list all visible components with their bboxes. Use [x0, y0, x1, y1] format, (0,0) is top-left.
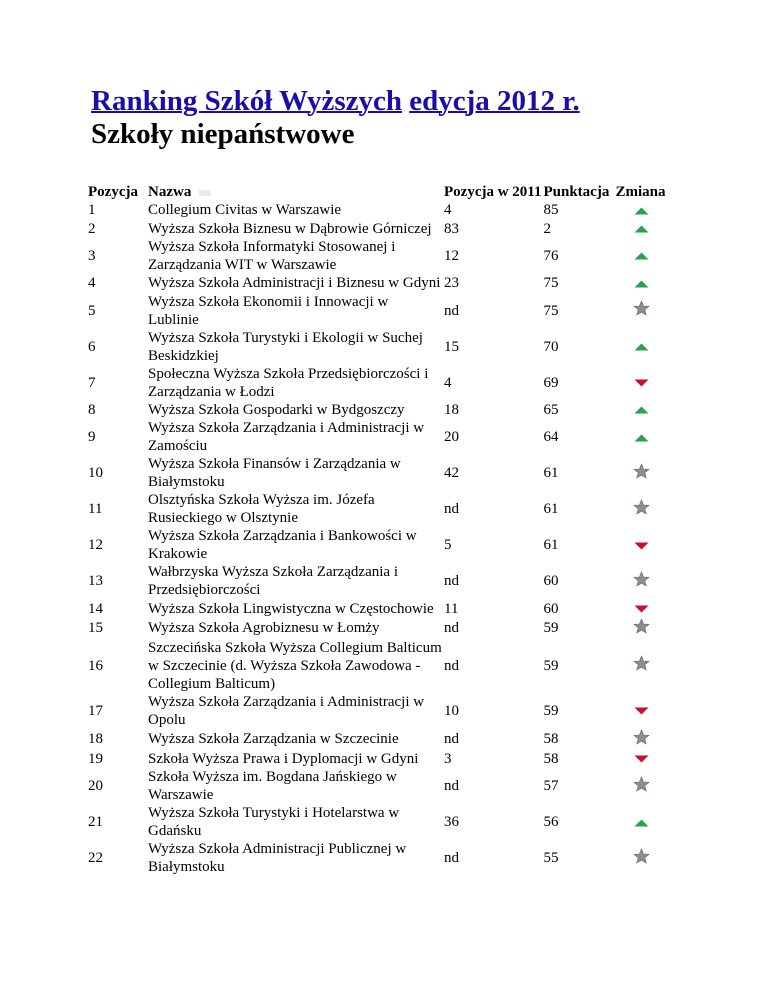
cell-previous-position: 4	[444, 202, 452, 219]
cell-position: 4	[88, 275, 96, 292]
column-header-position: Pozycja	[88, 184, 138, 200]
table-row	[87, 804, 668, 840]
arrow-up-icon	[634, 220, 649, 238]
cell-points: 58	[543, 731, 559, 748]
table-row	[87, 768, 668, 804]
star-icon	[633, 300, 650, 321]
table-row	[87, 840, 668, 876]
cell-change	[614, 527, 668, 563]
cell-previous-position: 3	[444, 751, 452, 768]
cell-position: 2	[88, 220, 96, 237]
cell-name: Collegium Civitas w Warszawie	[148, 202, 342, 219]
cell-name: Wałbrzyska Wyższa Szkoła Zarządzania i Przedsiębiorczości	[148, 564, 398, 599]
cell-change	[614, 455, 668, 491]
star-icon	[633, 499, 650, 520]
star-icon	[633, 655, 650, 676]
cell-name: Wyższa Szkoła Biznesu w Dąbrowie Górniczej	[148, 220, 432, 237]
image-placeholder-icon	[199, 190, 211, 196]
arrow-down-icon	[634, 374, 649, 392]
table-row	[87, 419, 668, 455]
cell-change	[614, 329, 668, 365]
cell-points: 2	[543, 220, 551, 237]
cell-previous-position: 83	[444, 220, 459, 237]
cell-change	[614, 220, 668, 239]
star-icon	[633, 729, 650, 750]
table-row	[87, 750, 668, 769]
cell-position: 11	[88, 501, 103, 518]
cell-position: 12	[88, 537, 103, 554]
column-header-name	[147, 183, 443, 201]
table-row	[87, 220, 668, 239]
column-header-name-label: Nazwa	[148, 184, 192, 200]
table-row	[87, 639, 668, 693]
table-row	[87, 599, 668, 618]
cell-change	[614, 274, 668, 293]
cell-points: 58	[543, 751, 559, 768]
cell-points: 61	[543, 537, 559, 554]
column-header-change: Zmiana	[615, 184, 666, 200]
cell-position: 7	[88, 374, 96, 391]
cell-previous-position: 5	[444, 537, 452, 554]
cell-position: 22	[88, 850, 103, 867]
arrow-up-icon	[634, 429, 649, 447]
cell-position: 5	[88, 302, 96, 319]
table-row	[87, 618, 668, 639]
cell-previous-position: 36	[444, 814, 459, 831]
cell-position: 15	[88, 620, 103, 637]
cell-previous-position: nd	[444, 778, 459, 795]
cell-name: Wyższa Szkoła Finansów i Zarządzania w Białymstoku	[148, 456, 401, 491]
cell-points: 70	[543, 338, 559, 355]
ranking-table	[87, 183, 668, 876]
cell-points: 69	[543, 374, 559, 391]
cell-name: Olsztyńska Szkoła Wyższa im. Józefa Rusieckiego w Olsztynie	[148, 492, 375, 527]
cell-points: 75	[543, 275, 559, 292]
cell-points: 55	[543, 850, 559, 867]
table-row	[87, 329, 668, 365]
cell-position: 18	[88, 731, 103, 748]
cell-name: Wyższa Szkoła Zarządzania i Administracji w Zamościu	[148, 420, 425, 455]
arrow-up-icon	[634, 338, 649, 356]
arrow-down-icon	[634, 537, 649, 555]
cell-previous-position: 15	[444, 338, 459, 355]
cell-position: 16	[88, 657, 103, 674]
cell-position: 9	[88, 429, 96, 446]
cell-change	[614, 804, 668, 840]
table-header-row	[87, 183, 668, 201]
arrow-down-icon	[634, 750, 649, 768]
cell-name: Wyższa Szkoła Gospodarki w Bydgoszczy	[148, 401, 405, 418]
table-row	[87, 201, 668, 220]
arrow-up-icon	[634, 247, 649, 265]
cell-change	[614, 729, 668, 750]
cell-previous-position: 20	[444, 429, 459, 446]
cell-position: 8	[88, 401, 96, 418]
cell-position: 20	[88, 778, 103, 795]
cell-previous-position: nd	[444, 620, 459, 637]
cell-name: Wyższa Szkoła Ekonomii i Innowacji w Lublinie	[148, 293, 389, 328]
ranking-link[interactable]: Ranking Szkół Wyższych	[91, 85, 402, 117]
arrow-down-icon	[634, 600, 649, 618]
cell-change	[614, 563, 668, 599]
cell-previous-position: 12	[444, 248, 459, 265]
table-row	[87, 401, 668, 420]
cell-previous-position: 23	[444, 275, 459, 292]
table-row	[87, 274, 668, 293]
cell-name: Wyższa Szkoła Turystyki i Hotelarstwa w Gdańsku	[148, 805, 400, 840]
cell-previous-position: nd	[444, 501, 459, 518]
cell-change	[614, 768, 668, 804]
cell-change	[614, 840, 668, 876]
page-title	[91, 85, 580, 117]
column-header-previous: Pozycja w 2011	[444, 184, 542, 200]
cell-previous-position: 42	[444, 465, 459, 482]
cell-name: Wyższa Szkoła Turystyki i Ekologii w Suchej Beskidzkiej	[148, 329, 423, 364]
cell-change	[614, 599, 668, 618]
cell-position: 10	[88, 465, 103, 482]
cell-change	[614, 419, 668, 455]
table-row	[87, 563, 668, 599]
cell-position: 13	[88, 573, 103, 590]
cell-change	[614, 238, 668, 274]
cell-points: 57	[543, 778, 559, 795]
table-row	[87, 455, 668, 491]
cell-name: Wyższa Szkoła Zarządzania i Bankowości w Krakowie	[148, 528, 417, 563]
cell-name: Szkoła Wyższa im. Bogdana Jańskiego w Warszawie	[148, 769, 397, 804]
cell-points: 65	[543, 401, 559, 418]
cell-change	[614, 693, 668, 729]
cell-position: 1	[88, 202, 96, 219]
cell-previous-position: 10	[444, 702, 459, 719]
cell-previous-position: nd	[444, 302, 459, 319]
cell-previous-position: nd	[444, 731, 459, 748]
star-icon	[633, 776, 650, 797]
arrow-up-icon	[634, 202, 649, 220]
cell-previous-position: 11	[444, 600, 459, 617]
cell-points: 56	[543, 814, 559, 831]
arrow-up-icon	[634, 814, 649, 832]
cell-points: 59	[543, 657, 559, 674]
cell-points: 61	[543, 465, 559, 482]
cell-position: 14	[88, 600, 103, 617]
star-icon	[633, 571, 650, 592]
table-row	[87, 293, 668, 329]
arrow-down-icon	[634, 702, 649, 720]
star-icon	[633, 463, 650, 484]
cell-change	[614, 639, 668, 693]
cell-position: 17	[88, 702, 103, 719]
table-row	[87, 527, 668, 563]
star-icon	[633, 848, 650, 869]
cell-name: Wyższa Szkoła Administracji i Biznesu w Gdyni	[148, 275, 441, 292]
cell-points: 75	[543, 302, 559, 319]
cell-previous-position: 4	[444, 374, 452, 391]
cell-position: 19	[88, 751, 103, 768]
cell-change	[614, 293, 668, 329]
table-row	[87, 491, 668, 527]
cell-name: Wyższa Szkoła Administracji Publicznej w Białymstoku	[148, 841, 407, 876]
cell-position: 3	[88, 248, 96, 265]
cell-name: Wyższa Szkoła Zarządzania w Szczecinie	[148, 731, 399, 748]
column-header-points: Punktacja	[543, 184, 610, 200]
page-subtitle: Szkoły niepaństwowe	[91, 118, 355, 150]
cell-previous-position: nd	[444, 657, 459, 674]
cell-points: 60	[543, 600, 559, 617]
cell-points: 85	[543, 202, 559, 219]
cell-points: 59	[543, 620, 559, 637]
cell-name: Wyższa Szkoła Zarządzania i Administracji w Opolu	[148, 693, 425, 728]
table-row	[87, 729, 668, 750]
edition-link[interactable]: edycja 2012 r.	[409, 85, 580, 117]
cell-position: 6	[88, 338, 96, 355]
cell-points: 60	[543, 573, 559, 590]
cell-name: Wyższa Szkoła Agrobiznesu w Łomży	[148, 620, 380, 637]
cell-change	[614, 401, 668, 420]
cell-name: Szczecińska Szkoła Wyższa Collegium Balticum w Szczecinie (d. Wyższa Szkoła Zawodowa - Collegium Balticum)	[148, 639, 442, 692]
cell-change	[614, 618, 668, 639]
cell-points: 59	[543, 702, 559, 719]
star-icon	[633, 618, 650, 639]
cell-change	[614, 365, 668, 401]
cell-name: Społeczna Wyższa Szkoła Przedsiębiorczości i Zarządzania w Łodzi	[148, 365, 429, 400]
cell-previous-position: nd	[444, 850, 459, 867]
cell-points: 76	[543, 248, 559, 265]
cell-name: Szkoła Wyższa Prawa i Dyplomacji w Gdyni	[148, 751, 419, 768]
cell-name: Wyższa Szkoła Informatyki Stosowanej i Zarządzania WIT w Warszawie	[148, 239, 396, 274]
cell-points: 61	[543, 501, 559, 518]
cell-previous-position: nd	[444, 573, 459, 590]
cell-position: 21	[88, 814, 103, 831]
cell-change	[614, 491, 668, 527]
cell-name: Wyższa Szkoła Lingwistyczna w Częstochowie	[148, 600, 434, 617]
table-row	[87, 238, 668, 274]
table-row	[87, 693, 668, 729]
arrow-up-icon	[634, 275, 649, 293]
cell-change	[614, 201, 668, 220]
cell-previous-position: 18	[444, 401, 459, 418]
arrow-up-icon	[634, 401, 649, 419]
table-row	[87, 365, 668, 401]
cell-points: 64	[543, 429, 559, 446]
cell-change	[614, 750, 668, 769]
